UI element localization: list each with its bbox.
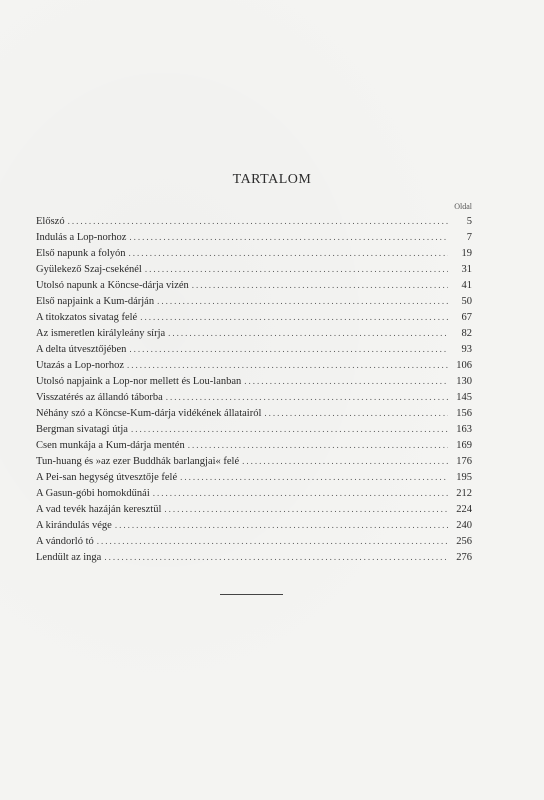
- dot-leader: [153, 485, 448, 501]
- toc-entry: [36, 277, 472, 293]
- toc-entry-title: Előszó: [36, 216, 65, 227]
- toc-entry: [36, 405, 472, 421]
- toc-entry-title: A kirándulás vége: [36, 520, 112, 531]
- dot-leader: [192, 277, 448, 293]
- toc-entry-page: 176: [456, 456, 472, 467]
- toc-entry-title: A vándorló tó: [36, 536, 94, 547]
- toc-entry-title: A titokzatos sivatag felé: [36, 312, 138, 323]
- dot-leader: [145, 261, 448, 277]
- toc-entry: [36, 533, 472, 549]
- toc-entry: [36, 293, 472, 309]
- toc-entry-page: 156: [456, 408, 472, 419]
- toc-entry-page: 276: [456, 552, 472, 563]
- toc-entry: [36, 485, 472, 501]
- toc-entry: [36, 325, 472, 341]
- toc-entry-page: 106: [456, 360, 472, 371]
- dot-leader: [129, 245, 448, 261]
- toc-entry: [36, 341, 472, 357]
- toc-entry-title: Az ismeretlen királyleány sírja: [36, 328, 166, 339]
- dot-leader: [140, 309, 448, 325]
- page-title: TARTALOM: [232, 172, 312, 187]
- toc-entry-title: Első napunk a folyón: [36, 248, 126, 259]
- dot-leader: [166, 389, 448, 405]
- toc-entry-page: 7: [466, 232, 472, 243]
- dot-leader: [115, 517, 448, 533]
- toc-entry-page: 67: [461, 312, 472, 323]
- toc-entry-page: 5: [466, 216, 472, 227]
- dot-leader: [157, 293, 448, 309]
- toc-entry-title: A vad tevék hazáján keresztül: [36, 504, 162, 515]
- toc-entry: [36, 373, 472, 389]
- toc-entry-page: 195: [456, 472, 472, 483]
- toc-entry-page: 240: [456, 520, 472, 531]
- toc-entry-page: 169: [456, 440, 472, 451]
- toc-entry-title: Gyülekező Szaj-csekénél: [36, 264, 142, 275]
- toc-entry: [36, 549, 472, 565]
- dot-leader: [129, 229, 448, 245]
- toc-entry-page: 93: [461, 344, 472, 355]
- toc-entry-page: 163: [456, 424, 472, 435]
- dot-leader: [104, 549, 448, 565]
- toc-entry-title: A Pei-san hegység útvesztője felé: [36, 472, 178, 483]
- dot-leader: [68, 213, 448, 229]
- toc-entry-title: Visszatérés az állandó táborba: [36, 392, 163, 403]
- toc-entry-title: Utazás a Lop-norhoz: [36, 360, 125, 371]
- toc-entry: [36, 357, 472, 373]
- toc-entry-page: 130: [456, 376, 472, 387]
- toc-entry-page: 82: [461, 328, 472, 339]
- toc-entry-title: Utolsó napjaink a Lop-nor mellett és Lou-lanban: [36, 376, 242, 387]
- dot-leader: [244, 373, 448, 389]
- toc-entry-page: 224: [456, 504, 472, 515]
- toc-entry-title: A delta útvesztőjében: [36, 344, 127, 355]
- toc-entry-title: A Gasun-góbi homokdűnái: [36, 488, 150, 499]
- toc-entry: [36, 501, 472, 517]
- toc-entry-title: Néhány szó a Köncse-Kum-dárja vidékének állatairól: [36, 408, 262, 419]
- table-of-contents: [36, 213, 472, 565]
- toc-entry: [36, 437, 472, 453]
- toc-entry-title: Bergman sivatagi útja: [36, 424, 128, 435]
- toc-entry: [36, 453, 472, 469]
- closing-rule: [220, 594, 283, 595]
- dot-leader: [97, 533, 448, 549]
- dot-leader: [188, 437, 448, 453]
- dot-leader: [264, 405, 448, 421]
- toc-entry: [36, 261, 472, 277]
- toc-entry-title: Utolsó napunk a Köncse-dárja vizén: [36, 280, 189, 291]
- toc-entry-page: 50: [461, 296, 472, 307]
- dot-leader: [131, 421, 448, 437]
- page-column-label: Oldal: [454, 202, 472, 211]
- dot-leader: [164, 501, 448, 517]
- toc-entry: [36, 421, 472, 437]
- toc-entry-page: 19: [461, 248, 472, 259]
- toc-entry-title: Első napjaink a Kum-dárján: [36, 296, 155, 307]
- toc-entry-page: 31: [461, 264, 472, 275]
- toc-entry: [36, 389, 472, 405]
- toc-entry-title: Csen munkája a Kum-dárja mentén: [36, 440, 185, 451]
- toc-entry: [36, 517, 472, 533]
- dot-leader: [242, 453, 448, 469]
- toc-entry: [36, 229, 472, 245]
- toc-entry: [36, 213, 472, 229]
- dot-leader: [168, 325, 448, 341]
- toc-entry-page: 212: [456, 488, 472, 499]
- toc-entry: [36, 469, 472, 485]
- dot-leader: [180, 469, 448, 485]
- toc-entry-title: Indulás a Lop-norhoz: [36, 232, 127, 243]
- toc-entry-title: Lendült az inga: [36, 552, 102, 563]
- toc-entry: [36, 309, 472, 325]
- toc-entry-page: 145: [456, 392, 472, 403]
- dot-leader: [127, 357, 448, 373]
- toc-entry: [36, 245, 472, 261]
- dot-leader: [129, 341, 448, 357]
- toc-entry-page: 256: [456, 536, 472, 547]
- toc-entry-title: Tun-huang és »az ezer Buddhák barlangjai« felé: [36, 456, 240, 467]
- toc-entry-page: 41: [461, 280, 472, 291]
